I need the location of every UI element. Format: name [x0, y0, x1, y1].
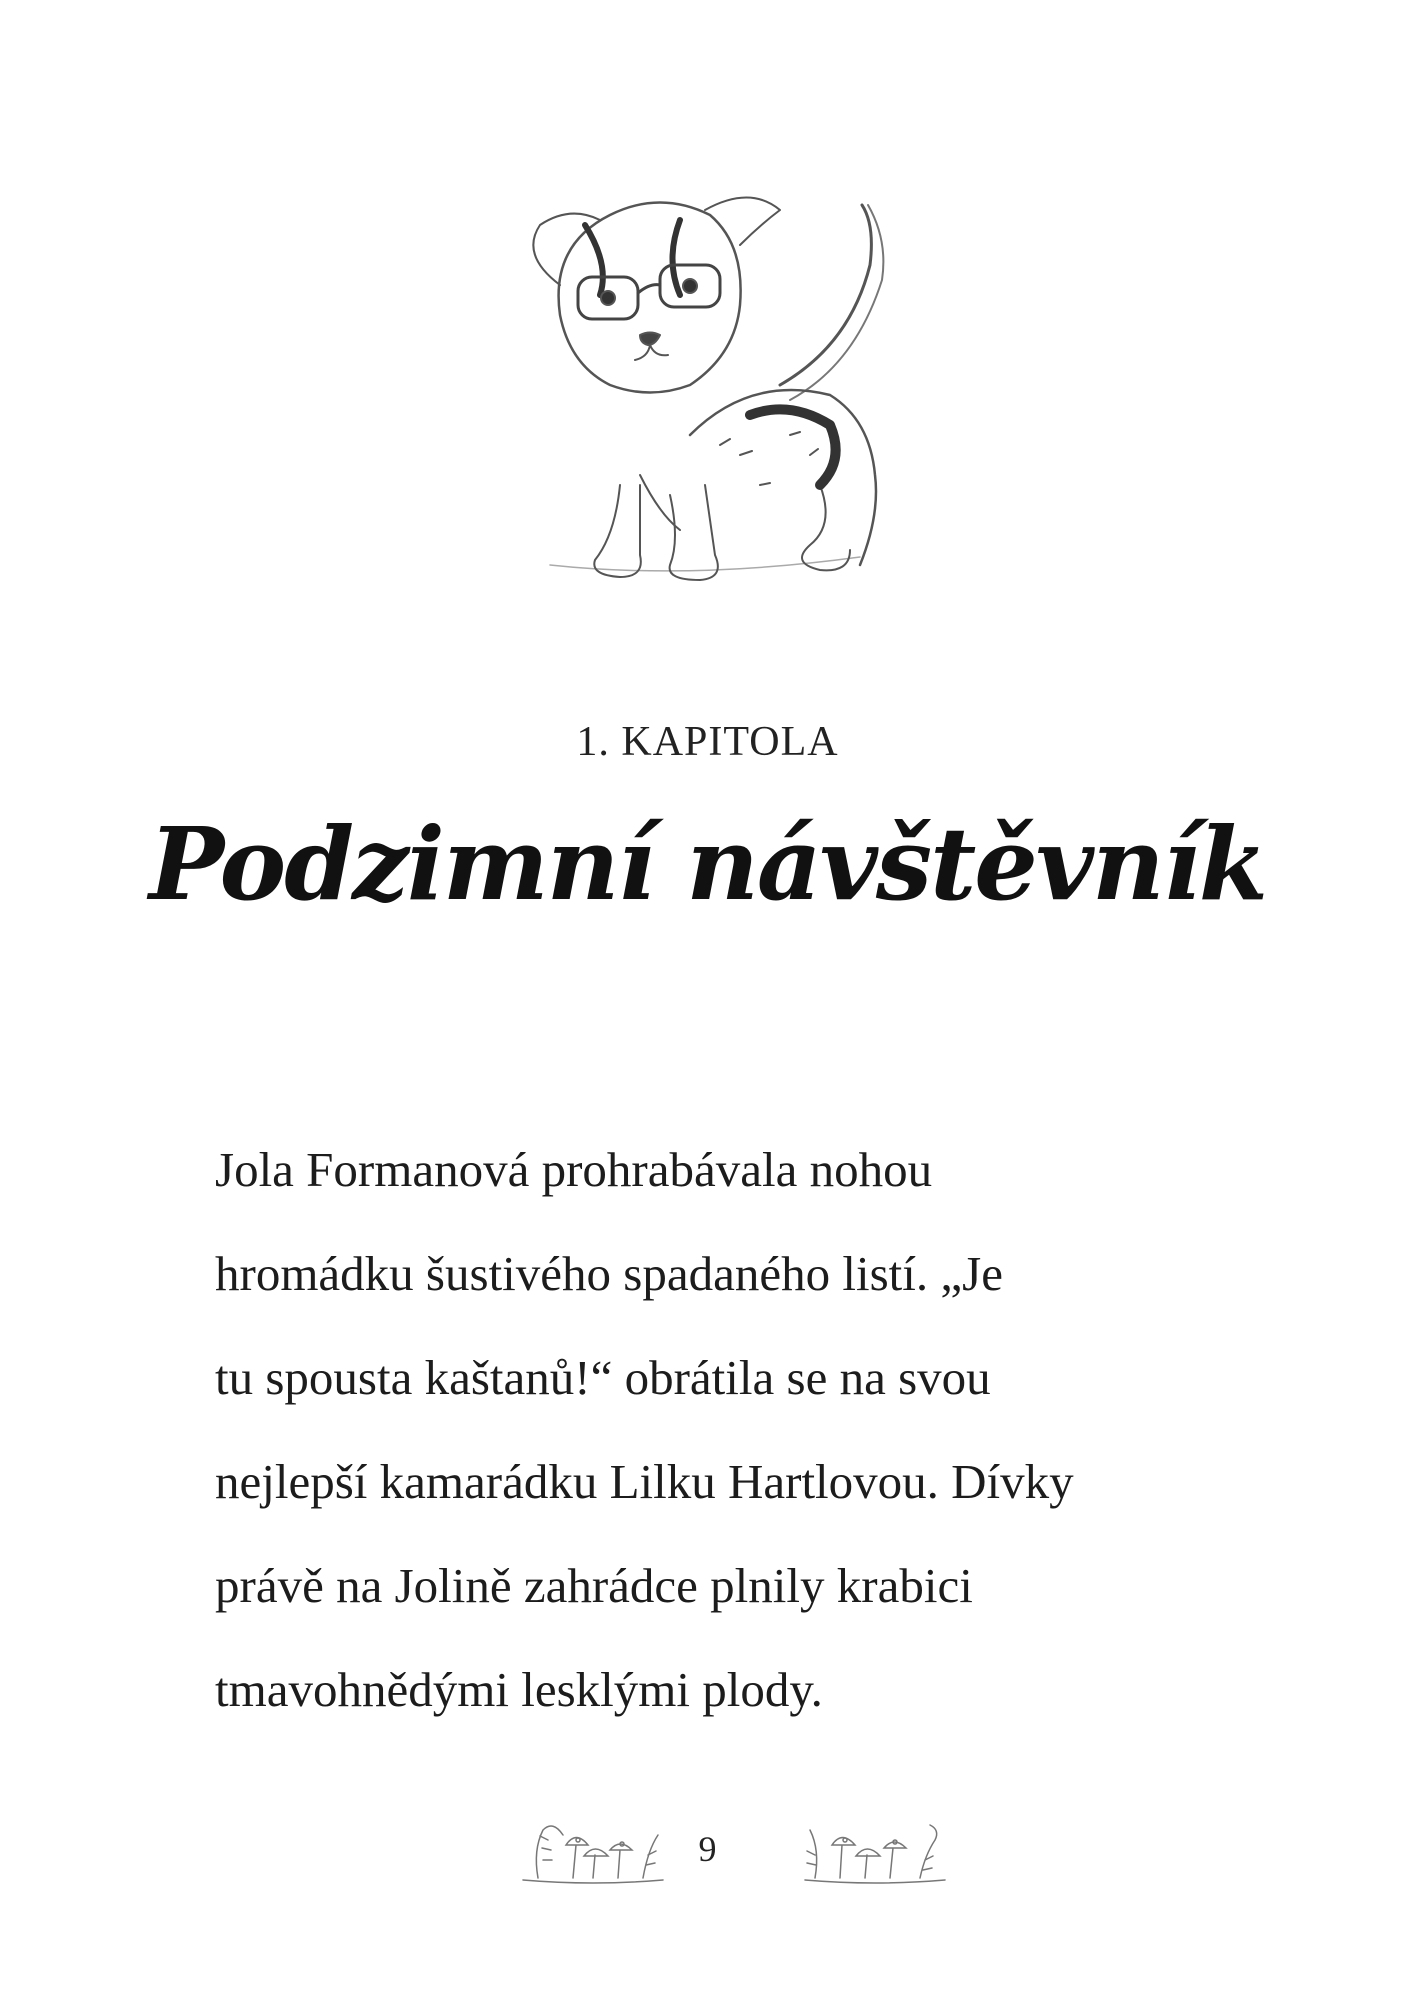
page-number: 9: [698, 1829, 717, 1869]
body-line: nejlepší kamarádku Lilku Hartlovou. Dívky: [215, 1454, 1074, 1509]
body-line: tmavohnědými lesklými plody.: [215, 1662, 823, 1717]
page-footer: [0, 1800, 1415, 1890]
chapter-number: 1. KAPITOLA: [576, 719, 839, 765]
mushroom-fern-right-icon: [800, 1800, 950, 1890]
body-line: právě na Jolině zahrádce plnily krabici: [215, 1558, 973, 1613]
body-line: tu spousta kaštanů!“ obrátila se na svou: [215, 1350, 991, 1405]
body-line: Jola Formanová prohrabávala nohou: [215, 1142, 933, 1197]
body-paragraph: [215, 1118, 1245, 1742]
puppy-illustration: [490, 185, 950, 605]
body-line: hromádku šustivého spadaného listí. „Je: [215, 1246, 1003, 1301]
chapter-title: Podzimní návštěvník: [148, 805, 1267, 923]
puppy-icon: [490, 185, 950, 605]
